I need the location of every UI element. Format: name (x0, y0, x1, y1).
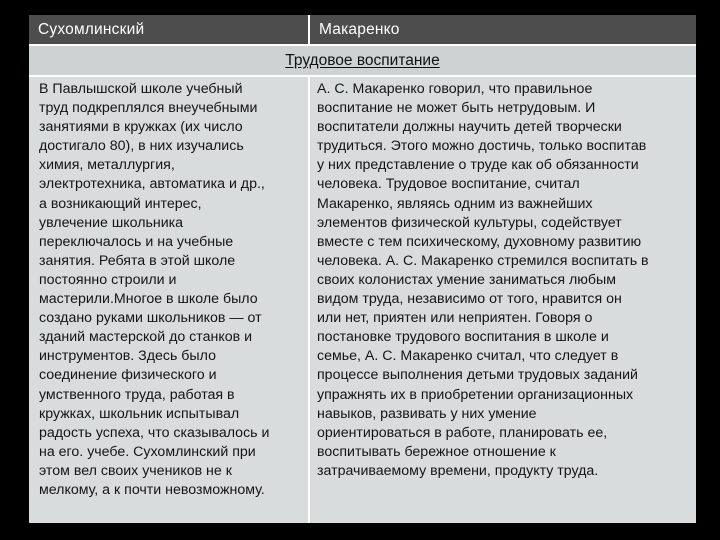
makarenko-text-line: своих колонистах умение заниматься любым (317, 271, 616, 288)
section-title: Трудовое воспитание (285, 52, 440, 69)
column-divider-header (308, 15, 310, 44)
makarenko-text-line: воспитание не может быть нетрудовым. И (317, 100, 596, 117)
sukhomlinsky-text-line: соединение физического и (39, 367, 217, 384)
sukhomlinsky-text-line: достигало 80), в них изучались (39, 138, 244, 155)
section-title-row (29, 46, 696, 75)
makarenko-text-line: воспитывать бережное отношение к (317, 443, 556, 460)
makarenko-text-line: затрачиваемому времени, продукту труда. (317, 462, 599, 479)
sukhomlinsky-text-line: мастерили.Многое в школе было (39, 291, 258, 308)
sukhomlinsky-text-line: радость успеха, что сказывалось и (39, 424, 270, 441)
makarenko-text-line: человека. А. С. Макаренко стремился воспитать в (317, 252, 649, 269)
makarenko-text-line: или нет, приятен или неприятен. Говоря о (317, 310, 593, 327)
sukhomlinsky-text-line: этом вел своих учеников не к (39, 462, 232, 479)
sukhomlinsky-text-line: занятиями в кружках (их число (39, 119, 243, 136)
sukhomlinsky-text-line: постоянно строили и (39, 271, 177, 288)
makarenko-text-line: ориентироваться в работе, планировать ее, (317, 424, 608, 441)
sukhomlinsky-text-line: труд подкреплялся внеучебными (39, 100, 258, 117)
makarenko-text-line: у них представление о труде как об обязанности (317, 157, 639, 174)
makarenko-text-line: элементов физической культуры, содействует (317, 214, 622, 231)
makarenko-text-cell (310, 77, 696, 523)
makarenko-text-line: упражнять их в приобретении организационных (317, 386, 634, 403)
sukhomlinsky-text-line: умственного труда, работая в (39, 386, 235, 403)
sukhomlinsky-text-line: создано руками школьников — от (39, 310, 262, 327)
sukhomlinsky-text-line: кружках, школьник испытывал (39, 405, 240, 422)
makarenko-text-line: семье, А. С. Макаренко считал, что следует в (317, 348, 619, 365)
sukhomlinsky-text-line: химия, металлургия, (39, 157, 175, 174)
makarenko-text-line: А. С. Макаренко говорил, что правильное (317, 81, 593, 97)
sukhomlinsky-text-line: а возникающий интерес, (39, 195, 202, 212)
comparison-table (29, 15, 696, 523)
sukhomlinsky-text-line: зданий мастерской до станков и (39, 329, 252, 346)
sukhomlinsky-text-line: переключалось и на учебные (39, 233, 234, 250)
sukhomlinsky-text-line: мелкому, а к почти невозможному. (39, 481, 265, 498)
sukhomlinsky-text-line: увлечение школьника (39, 214, 184, 231)
makarenko-text-line: видом труда, независимо от того, нравится он (317, 291, 622, 308)
makarenko-text-line: человека. Трудовое воспитание, считал (317, 176, 580, 193)
makarenko-text-line: навыков, развивать у них умение (317, 405, 537, 422)
column-header-sukhomlinsky: Сухомлинский (29, 15, 308, 44)
sukhomlinsky-text-line: электротехника, автоматика и др., (39, 176, 265, 193)
makarenko-text-line: воспитатели должны научить детей творчески (317, 119, 622, 136)
makarenko-text-line: Макаренко, являясь одним из важнейших (317, 195, 593, 212)
sukhomlinsky-text-line: на его. учебе. Сухомлинский при (39, 443, 256, 460)
column-header-makarenko: Макаренко (310, 15, 696, 44)
sukhomlinsky-text-cell (29, 77, 308, 523)
makarenko-text-line: постановке трудового воспитания в школе и (317, 329, 609, 346)
sukhomlinsky-text-line: В Павлышской школе учебный (39, 81, 243, 97)
makarenko-text-line: вместе с тем психическому, духовному развитию (317, 233, 642, 250)
sukhomlinsky-text-line: инструментов. Здесь было (39, 348, 216, 365)
makarenko-text-line: трудиться. Этого можно достичь, только воспитав (317, 138, 647, 155)
sukhomlinsky-text-line: занятия. Ребята в этой школе (39, 252, 236, 269)
makarenko-text-line: процессе выполнения детьми трудовых заданий (317, 367, 638, 384)
